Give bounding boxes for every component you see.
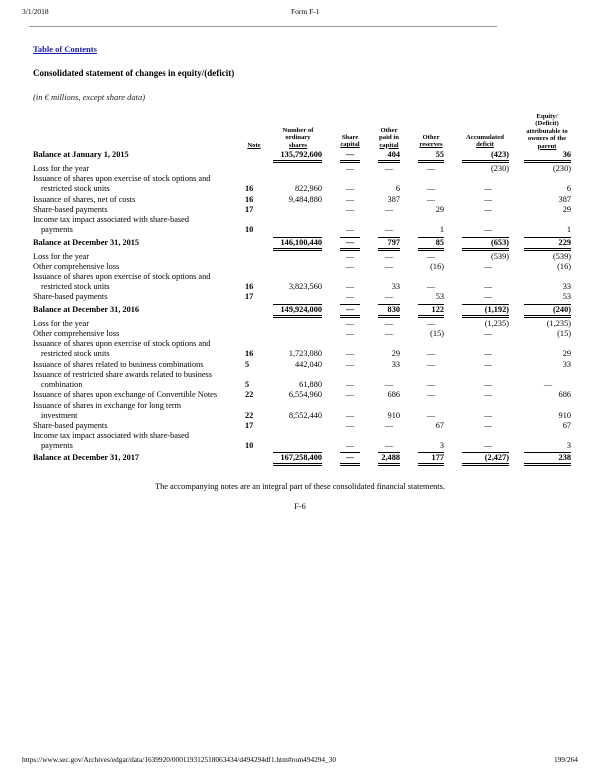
cell-equity: 229 [558, 237, 571, 247]
total-double-rule [418, 160, 444, 163]
row-note-ref: 16 [245, 282, 254, 292]
total-double-rule [273, 463, 322, 466]
row-label-continued: payments [41, 441, 73, 451]
row-label: Issuance of shares in exchange for long term [33, 400, 182, 410]
cell-share-capital: — [345, 359, 355, 369]
subtotal-rule [378, 452, 400, 453]
cell-other-reserves: 1 [439, 225, 444, 235]
row-label: Issuance of shares upon exercise of stock options and [33, 272, 211, 282]
cell-equity: (15) [557, 329, 571, 338]
row-label: Share-based payments [33, 420, 108, 430]
cell-accumulated-deficit: — [483, 410, 493, 420]
cell-other-paid-in: 830 [387, 304, 400, 314]
row-label-continued: investment [41, 410, 78, 420]
cell-other-paid-in: — [384, 292, 394, 302]
cell-other-paid-in: — [384, 225, 394, 235]
cell-other-paid-in: 2,488 [381, 453, 400, 463]
cell-other-reserves: — [426, 349, 436, 359]
print-url: https://www.sec.gov/Archives/edgar/data/1639920/000119312518063434/d494294df1.htm#rom494294_30 [22, 755, 337, 764]
cell-equity: — [543, 379, 553, 389]
cell-accumulated-deficit: — [483, 194, 493, 204]
total-double-rule [524, 315, 571, 318]
total-double-rule [340, 463, 360, 466]
col-header-share-capital: Share capital [340, 134, 360, 149]
cell-equity: (539) [553, 251, 571, 261]
cell-other-paid-in: — [384, 204, 394, 214]
row-label-continued: restricted stock units [41, 282, 110, 292]
cell-equity: 387 [558, 194, 571, 204]
total-double-rule [524, 248, 571, 251]
row-note-ref: 16 [245, 349, 254, 359]
subtotal-rule [462, 452, 509, 453]
cell-share-capital: — [345, 261, 355, 271]
total-double-rule [273, 160, 322, 163]
cell-shares: 9,484,880 [288, 194, 322, 204]
cell-accumulated-deficit: — [483, 379, 493, 389]
row-label: Share-based payments [33, 204, 108, 214]
cell-shares: 822,960 [295, 184, 322, 194]
row-label: Loss for the year [33, 251, 89, 261]
cell-accumulated-deficit: (423) [491, 150, 509, 159]
cell-equity: 910 [558, 410, 571, 420]
cell-share-capital: — [345, 318, 355, 328]
cell-share-capital: — [345, 441, 355, 451]
statement-subtitle: (in € millions, except share data) [33, 92, 146, 102]
row-note-ref: 17 [245, 204, 254, 214]
cell-accumulated-deficit: — [483, 420, 493, 430]
cell-share-capital: — [345, 237, 355, 247]
total-double-rule [418, 463, 444, 466]
cell-shares: 1,723,080 [288, 349, 322, 359]
cell-other-reserves: — [426, 164, 436, 173]
subtotal-rule [273, 304, 322, 305]
row-note-ref: 16 [245, 184, 254, 194]
cell-other-reserves: — [426, 359, 436, 369]
cell-accumulated-deficit: (1,192) [484, 304, 509, 314]
cell-other-paid-in: 387 [387, 194, 400, 204]
col-header-other-reserves: Other reserves [419, 134, 443, 149]
cell-other-reserves: (16) [430, 261, 444, 271]
subtotal-rule [340, 237, 360, 238]
cell-share-capital: — [345, 292, 355, 302]
col-header-equity: Equity/ (Deficit) attributable to owners of the parent [526, 113, 568, 150]
cell-accumulated-deficit: (539) [491, 251, 509, 261]
cell-equity: 3 [566, 441, 571, 451]
row-note-ref: 5 [245, 359, 250, 369]
cell-accumulated-deficit: — [483, 329, 493, 338]
cell-accumulated-deficit: (230) [491, 164, 509, 173]
cell-other-reserves: — [426, 251, 436, 261]
footnote: The accompanying notes are an integral part of these consolidated financial statements. [155, 482, 445, 491]
row-label: Share-based payments [33, 292, 108, 302]
cell-equity: 67 [562, 420, 571, 430]
cell-shares: 61,880 [299, 379, 322, 389]
cell-accumulated-deficit: — [483, 349, 493, 359]
cell-share-capital: — [345, 204, 355, 214]
cell-share-capital: — [345, 164, 355, 173]
row-label-continued: combination [41, 379, 83, 389]
col-header-shares: Number of ordinary shares [282, 127, 314, 149]
cell-equity: 6 [566, 184, 571, 194]
subtotal-rule [340, 452, 360, 453]
row-label: Issuance of shares related to business combinations [33, 359, 204, 369]
cell-other-paid-in: 404 [387, 150, 400, 159]
cell-other-reserves: 55 [435, 150, 444, 159]
cell-other-paid-in: — [384, 441, 394, 451]
cell-accumulated-deficit: — [483, 359, 493, 369]
cell-other-paid-in: — [384, 261, 394, 271]
cell-share-capital: — [345, 329, 355, 338]
cell-equity: 53 [562, 292, 571, 302]
cell-other-reserves: 29 [435, 204, 444, 214]
cell-other-reserves: 85 [435, 237, 444, 247]
cell-accumulated-deficit: — [483, 292, 493, 302]
total-double-rule [462, 248, 509, 251]
row-label: Issuance of shares upon exercise of stock options and [33, 174, 211, 184]
cell-other-reserves: — [426, 194, 436, 204]
row-label: Issuance of restricted share awards related to business [33, 369, 213, 379]
table-of-contents-link[interactable]: Table of Contents [33, 44, 97, 54]
cell-other-reserves: (15) [430, 329, 444, 338]
cell-other-paid-in: — [384, 318, 394, 328]
subtotal-rule [340, 304, 360, 305]
cell-other-paid-in: — [384, 420, 394, 430]
row-label: Other comprehensive loss [33, 261, 120, 271]
subtotal-rule [524, 237, 571, 238]
cell-share-capital: — [345, 390, 355, 400]
row-label: Issuance of shares upon exercise of stock options and [33, 339, 211, 349]
subtotal-rule [418, 452, 444, 453]
row-label: Income tax impact associated with share-based [33, 215, 189, 225]
col-header-other-paid-in: Other paid in capital [379, 127, 399, 149]
cell-other-reserves: 3 [439, 441, 444, 451]
row-label-continued: payments [41, 225, 73, 235]
cell-share-capital: — [345, 420, 355, 430]
cell-accumulated-deficit: — [483, 204, 493, 214]
row-label: Loss for the year [33, 164, 89, 173]
cell-accumulated-deficit: (1,235) [484, 318, 509, 328]
subtotal-rule [273, 237, 322, 238]
cell-shares: 135,792,600 [280, 150, 322, 159]
total-double-rule [462, 463, 509, 466]
cell-share-capital: — [345, 304, 355, 314]
cell-other-paid-in: 797 [387, 237, 400, 247]
cell-share-capital: — [345, 282, 355, 292]
row-label: Other comprehensive loss [33, 329, 120, 338]
cell-other-paid-in: 686 [387, 390, 400, 400]
subtotal-rule [418, 237, 444, 238]
row-note-ref: 16 [245, 194, 254, 204]
cell-share-capital: — [345, 453, 355, 463]
cell-shares: 8,552,440 [288, 410, 322, 420]
row-label: Balance at December 31, 2016 [33, 304, 140, 314]
cell-share-capital: — [345, 225, 355, 235]
cell-equity: 1 [566, 225, 571, 235]
total-double-rule [524, 160, 571, 163]
cell-accumulated-deficit: — [483, 282, 493, 292]
cell-share-capital: — [345, 349, 355, 359]
total-double-rule [378, 248, 400, 251]
cell-other-paid-in: — [384, 329, 394, 338]
subtotal-rule [524, 304, 571, 305]
total-double-rule [462, 160, 509, 163]
cell-other-reserves: — [426, 282, 436, 292]
cell-other-paid-in: 33 [391, 282, 400, 292]
subtotal-rule [462, 304, 509, 305]
subtotal-rule [524, 452, 571, 453]
total-double-rule [524, 463, 571, 466]
cell-equity: (16) [557, 261, 571, 271]
cell-other-reserves: — [426, 184, 436, 194]
page-number: F-6 [294, 502, 306, 511]
cell-share-capital: — [345, 410, 355, 420]
total-double-rule [378, 160, 400, 163]
print-page-count: 199/264 [554, 755, 578, 764]
cell-shares: 3,823,560 [288, 282, 322, 292]
row-note-ref: 10 [245, 225, 254, 235]
total-double-rule [418, 315, 444, 318]
row-label: Issuance of shares, net of costs [33, 194, 136, 204]
cell-other-reserves: 122 [431, 304, 444, 314]
row-label: Balance at December 31, 2015 [33, 237, 140, 247]
cell-shares: 146,100,440 [280, 237, 322, 247]
cell-equity: 238 [558, 453, 571, 463]
row-label: Issuance of shares upon exchange of Convertible Notes [33, 390, 218, 400]
subtotal-rule [418, 304, 444, 305]
cell-accumulated-deficit: — [483, 441, 493, 451]
total-double-rule [462, 315, 509, 318]
cell-shares: 6,554,960 [288, 390, 322, 400]
row-note-ref: 22 [245, 390, 254, 400]
cell-other-paid-in: — [384, 379, 394, 389]
total-double-rule [378, 463, 400, 466]
cell-share-capital: — [345, 194, 355, 204]
subtotal-rule [378, 304, 400, 305]
cell-equity: 33 [562, 359, 571, 369]
cell-other-reserves: 67 [435, 420, 444, 430]
cell-accumulated-deficit: — [483, 225, 493, 235]
row-label: Income tax impact associated with share-based [33, 431, 189, 441]
total-double-rule [378, 315, 400, 318]
total-double-rule [273, 315, 322, 318]
total-double-rule [340, 248, 360, 251]
cell-equity: (240) [553, 304, 571, 314]
row-label-continued: restricted stock units [41, 184, 110, 194]
total-double-rule [273, 248, 322, 251]
cell-other-paid-in: 910 [387, 410, 400, 420]
cell-other-reserves: 177 [431, 453, 444, 463]
subtotal-rule [378, 237, 400, 238]
col-header-accumulated-deficit: Accumulated deficit [466, 134, 504, 149]
col-header-note: Note [247, 142, 261, 149]
row-note-ref: 10 [245, 441, 254, 451]
statement-title: Consolidated statement of changes in equity/(deficit) [33, 68, 235, 78]
subtotal-rule [273, 452, 322, 453]
cell-other-reserves: — [426, 410, 436, 420]
cell-shares: 149,924,000 [280, 304, 322, 314]
print-date: 3/1/2018 [22, 7, 49, 16]
cell-other-paid-in: — [384, 164, 394, 173]
cell-shares: 167,258,400 [280, 453, 322, 463]
cell-accumulated-deficit: (653) [491, 237, 509, 247]
row-note-ref: 17 [245, 420, 254, 430]
header-rule [29, 26, 497, 27]
cell-shares: 442,040 [295, 359, 322, 369]
cell-accumulated-deficit: — [483, 261, 493, 271]
row-label: Balance at January 1, 2015 [33, 150, 129, 159]
cell-accumulated-deficit: — [483, 184, 493, 194]
row-label: Loss for the year [33, 318, 89, 328]
cell-share-capital: — [345, 251, 355, 261]
total-double-rule [340, 315, 360, 318]
cell-other-paid-in: 29 [391, 349, 400, 359]
cell-equity: 33 [562, 282, 571, 292]
cell-equity: 686 [558, 390, 571, 400]
cell-share-capital: — [345, 150, 355, 159]
row-label: Balance at December 31, 2017 [33, 453, 140, 463]
cell-equity: (230) [553, 164, 571, 173]
print-form-title: Form F-1 [291, 7, 320, 16]
cell-other-paid-in: 6 [395, 184, 400, 194]
cell-equity: 29 [562, 204, 571, 214]
cell-other-reserves: — [426, 379, 436, 389]
cell-accumulated-deficit: (2,427) [484, 453, 509, 463]
cell-share-capital: — [345, 379, 355, 389]
cell-other-reserves: — [426, 318, 436, 328]
cell-equity: 36 [562, 150, 571, 159]
row-note-ref: 22 [245, 410, 254, 420]
cell-other-reserves: 53 [435, 292, 444, 302]
cell-equity: (1,235) [546, 318, 571, 328]
cell-share-capital: — [345, 184, 355, 194]
cell-accumulated-deficit: — [483, 390, 493, 400]
cell-other-paid-in: 33 [391, 359, 400, 369]
cell-other-paid-in: — [384, 251, 394, 261]
total-double-rule [418, 248, 444, 251]
row-label-continued: restricted stock units [41, 349, 110, 359]
cell-other-reserves: — [426, 390, 436, 400]
row-note-ref: 5 [245, 379, 250, 389]
total-double-rule [340, 160, 360, 163]
cell-equity: 29 [562, 349, 571, 359]
row-note-ref: 17 [245, 292, 254, 302]
subtotal-rule [462, 237, 509, 238]
